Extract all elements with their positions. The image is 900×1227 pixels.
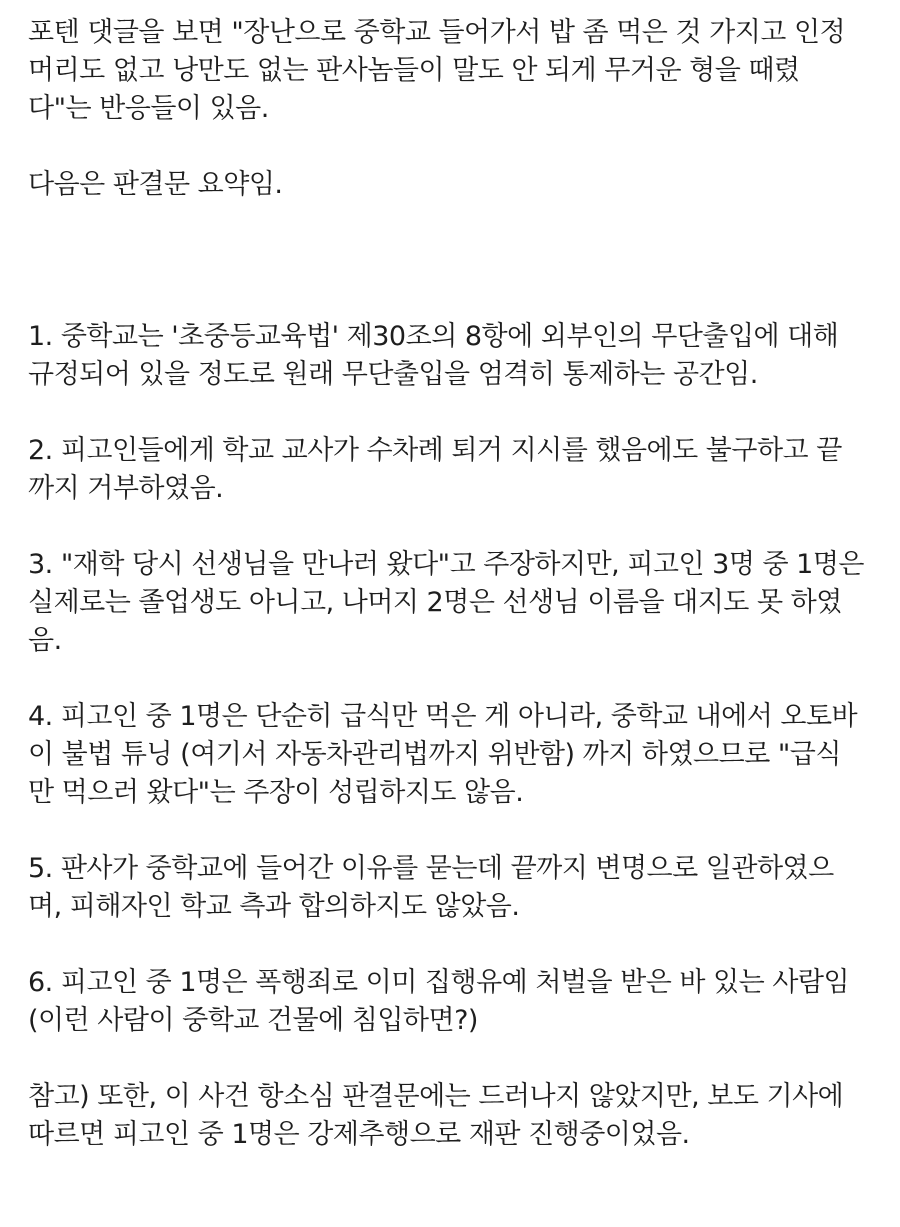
blank-line — [28, 394, 878, 432]
list-item — [28, 850, 878, 926]
blank-line — [28, 508, 878, 546]
text-line: 다음은 판결문 요약임. — [28, 169, 283, 200]
blank-line — [28, 128, 878, 166]
text-line: 다"는 반응들이 있음. — [28, 93, 269, 124]
blank-line — [28, 1040, 878, 1078]
document-body — [28, 14, 878, 1154]
note-paragraph — [28, 1078, 878, 1154]
text-line: 며, 피해자인 학교 측과 합의하지도 않았음. — [28, 891, 520, 922]
text-line: 까지 거부하였음. — [28, 473, 224, 504]
lead-paragraph — [28, 166, 878, 204]
text-line: 5. 판사가 중학교에 들어간 이유를 묻는데 끝까지 변명으로 일관하였으 — [28, 853, 834, 884]
text-line: 만 먹으러 왔다"는 주장이 성립하지도 않음. — [28, 777, 524, 808]
intro-paragraph — [28, 14, 878, 128]
blank-line — [28, 812, 878, 850]
blank-line — [28, 660, 878, 698]
text-line: 2. 피고인들에게 학교 교사가 수차례 퇴거 지시를 했음에도 불구하고 끝 — [28, 435, 842, 466]
text-line: 음. — [28, 625, 62, 656]
list-item — [28, 546, 878, 660]
blank-line — [28, 926, 878, 964]
blank-line — [28, 204, 878, 318]
text-line: 포텐 댓글을 보면 "장난으로 중학교 들어가서 밥 좀 먹은 것 가지고 인정 — [28, 17, 846, 48]
list-item — [28, 698, 878, 812]
text-line: 실제로는 졸업생도 아니고, 나머지 2명은 선생님 이름을 대지도 못 하였 — [28, 587, 842, 618]
text-line: (이런 사람이 중학교 건물에 침입하면?) — [28, 1005, 478, 1036]
text-line: 규정되어 있을 정도로 원래 무단출입을 엄격히 통제하는 공간임. — [28, 359, 758, 390]
text-line: 6. 피고인 중 1명은 폭행죄로 이미 집행유예 처벌을 받은 바 있는 사람임 — [28, 967, 850, 998]
text-line: 1. 중학교는 '초중등교육법' 제30조의 8항에 외부인의 무단출입에 대해 — [28, 321, 839, 352]
list-item — [28, 318, 878, 394]
list-item — [28, 432, 878, 508]
text-line: 따르면 피고인 중 1명은 강제추행으로 재판 진행중이었음. — [28, 1119, 690, 1150]
text-line: 참고) 또한, 이 사건 항소심 판결문에는 드러나지 않았지만, 보도 기사에 — [28, 1081, 844, 1112]
text-line: 머리도 없고 낭만도 없는 판사놈들이 말도 안 되게 무거운 형을 때렸 — [28, 55, 800, 86]
list-item — [28, 964, 878, 1040]
text-line: 이 불법 튜닝 (여기서 자동차관리법까지 위반함) 까지 하였으므로 "급식 — [28, 739, 841, 770]
text-line: 3. "재학 당시 선생님을 만나러 왔다"고 주장하지만, 피고인 3명 중 1명은 — [28, 549, 864, 580]
text-line: 4. 피고인 중 1명은 단순히 급식만 먹은 게 아니라, 중학교 내에서 오토바 — [28, 701, 858, 732]
